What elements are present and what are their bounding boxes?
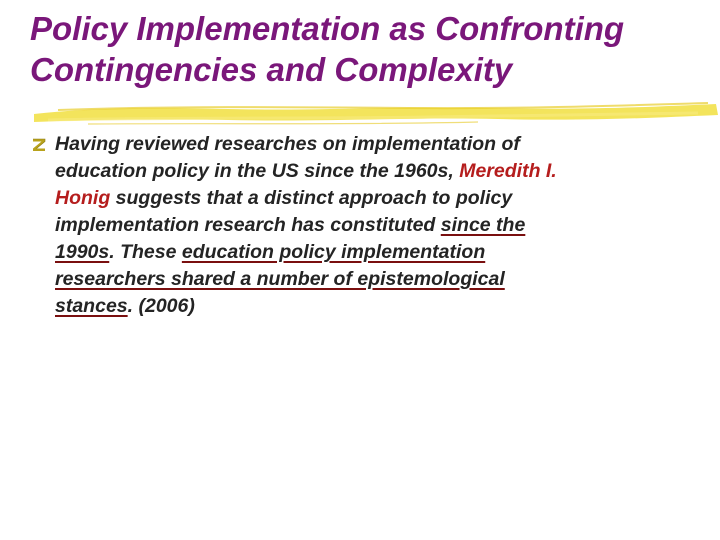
title-line-1: Policy Implementation as Confronting xyxy=(30,10,625,47)
text-segment: implementation research has constituted xyxy=(55,214,441,236)
underlined-phrase: education policy implementation xyxy=(181,241,486,263)
underlined-phrase: stances xyxy=(55,295,128,317)
paragraph-line-4 xyxy=(55,212,705,239)
z-shaped-bullet-icon xyxy=(30,136,48,154)
author-name: Meredith I. xyxy=(459,160,557,182)
paragraph-line-2 xyxy=(55,158,705,185)
underlined-phrase: researchers shared a number of epistemological xyxy=(55,268,505,290)
slide-title xyxy=(30,8,710,90)
author-surname: Honig xyxy=(55,187,111,209)
underlined-phrase: 1990s xyxy=(55,241,110,263)
text-segment: suggests that a distinct approach to policy xyxy=(110,187,513,209)
text-segment: education policy in the US since the 1960s, xyxy=(55,160,460,182)
paragraph-line-7 xyxy=(55,293,705,320)
title-line-2: Contingencies and Complexity xyxy=(30,51,513,88)
paragraph-line-5 xyxy=(55,239,705,266)
citation: . (2006) xyxy=(127,295,195,317)
paragraph-line-1 xyxy=(55,131,705,158)
yellow-brush-stroke xyxy=(28,98,720,130)
paragraph-line-6 xyxy=(55,266,705,293)
text-segment: . These xyxy=(109,241,182,263)
bullet-paragraph xyxy=(55,131,705,320)
underlined-phrase: since the xyxy=(440,214,526,236)
text-segment: Having reviewed researches on implementation of xyxy=(55,133,520,155)
paragraph-line-3 xyxy=(55,185,705,212)
